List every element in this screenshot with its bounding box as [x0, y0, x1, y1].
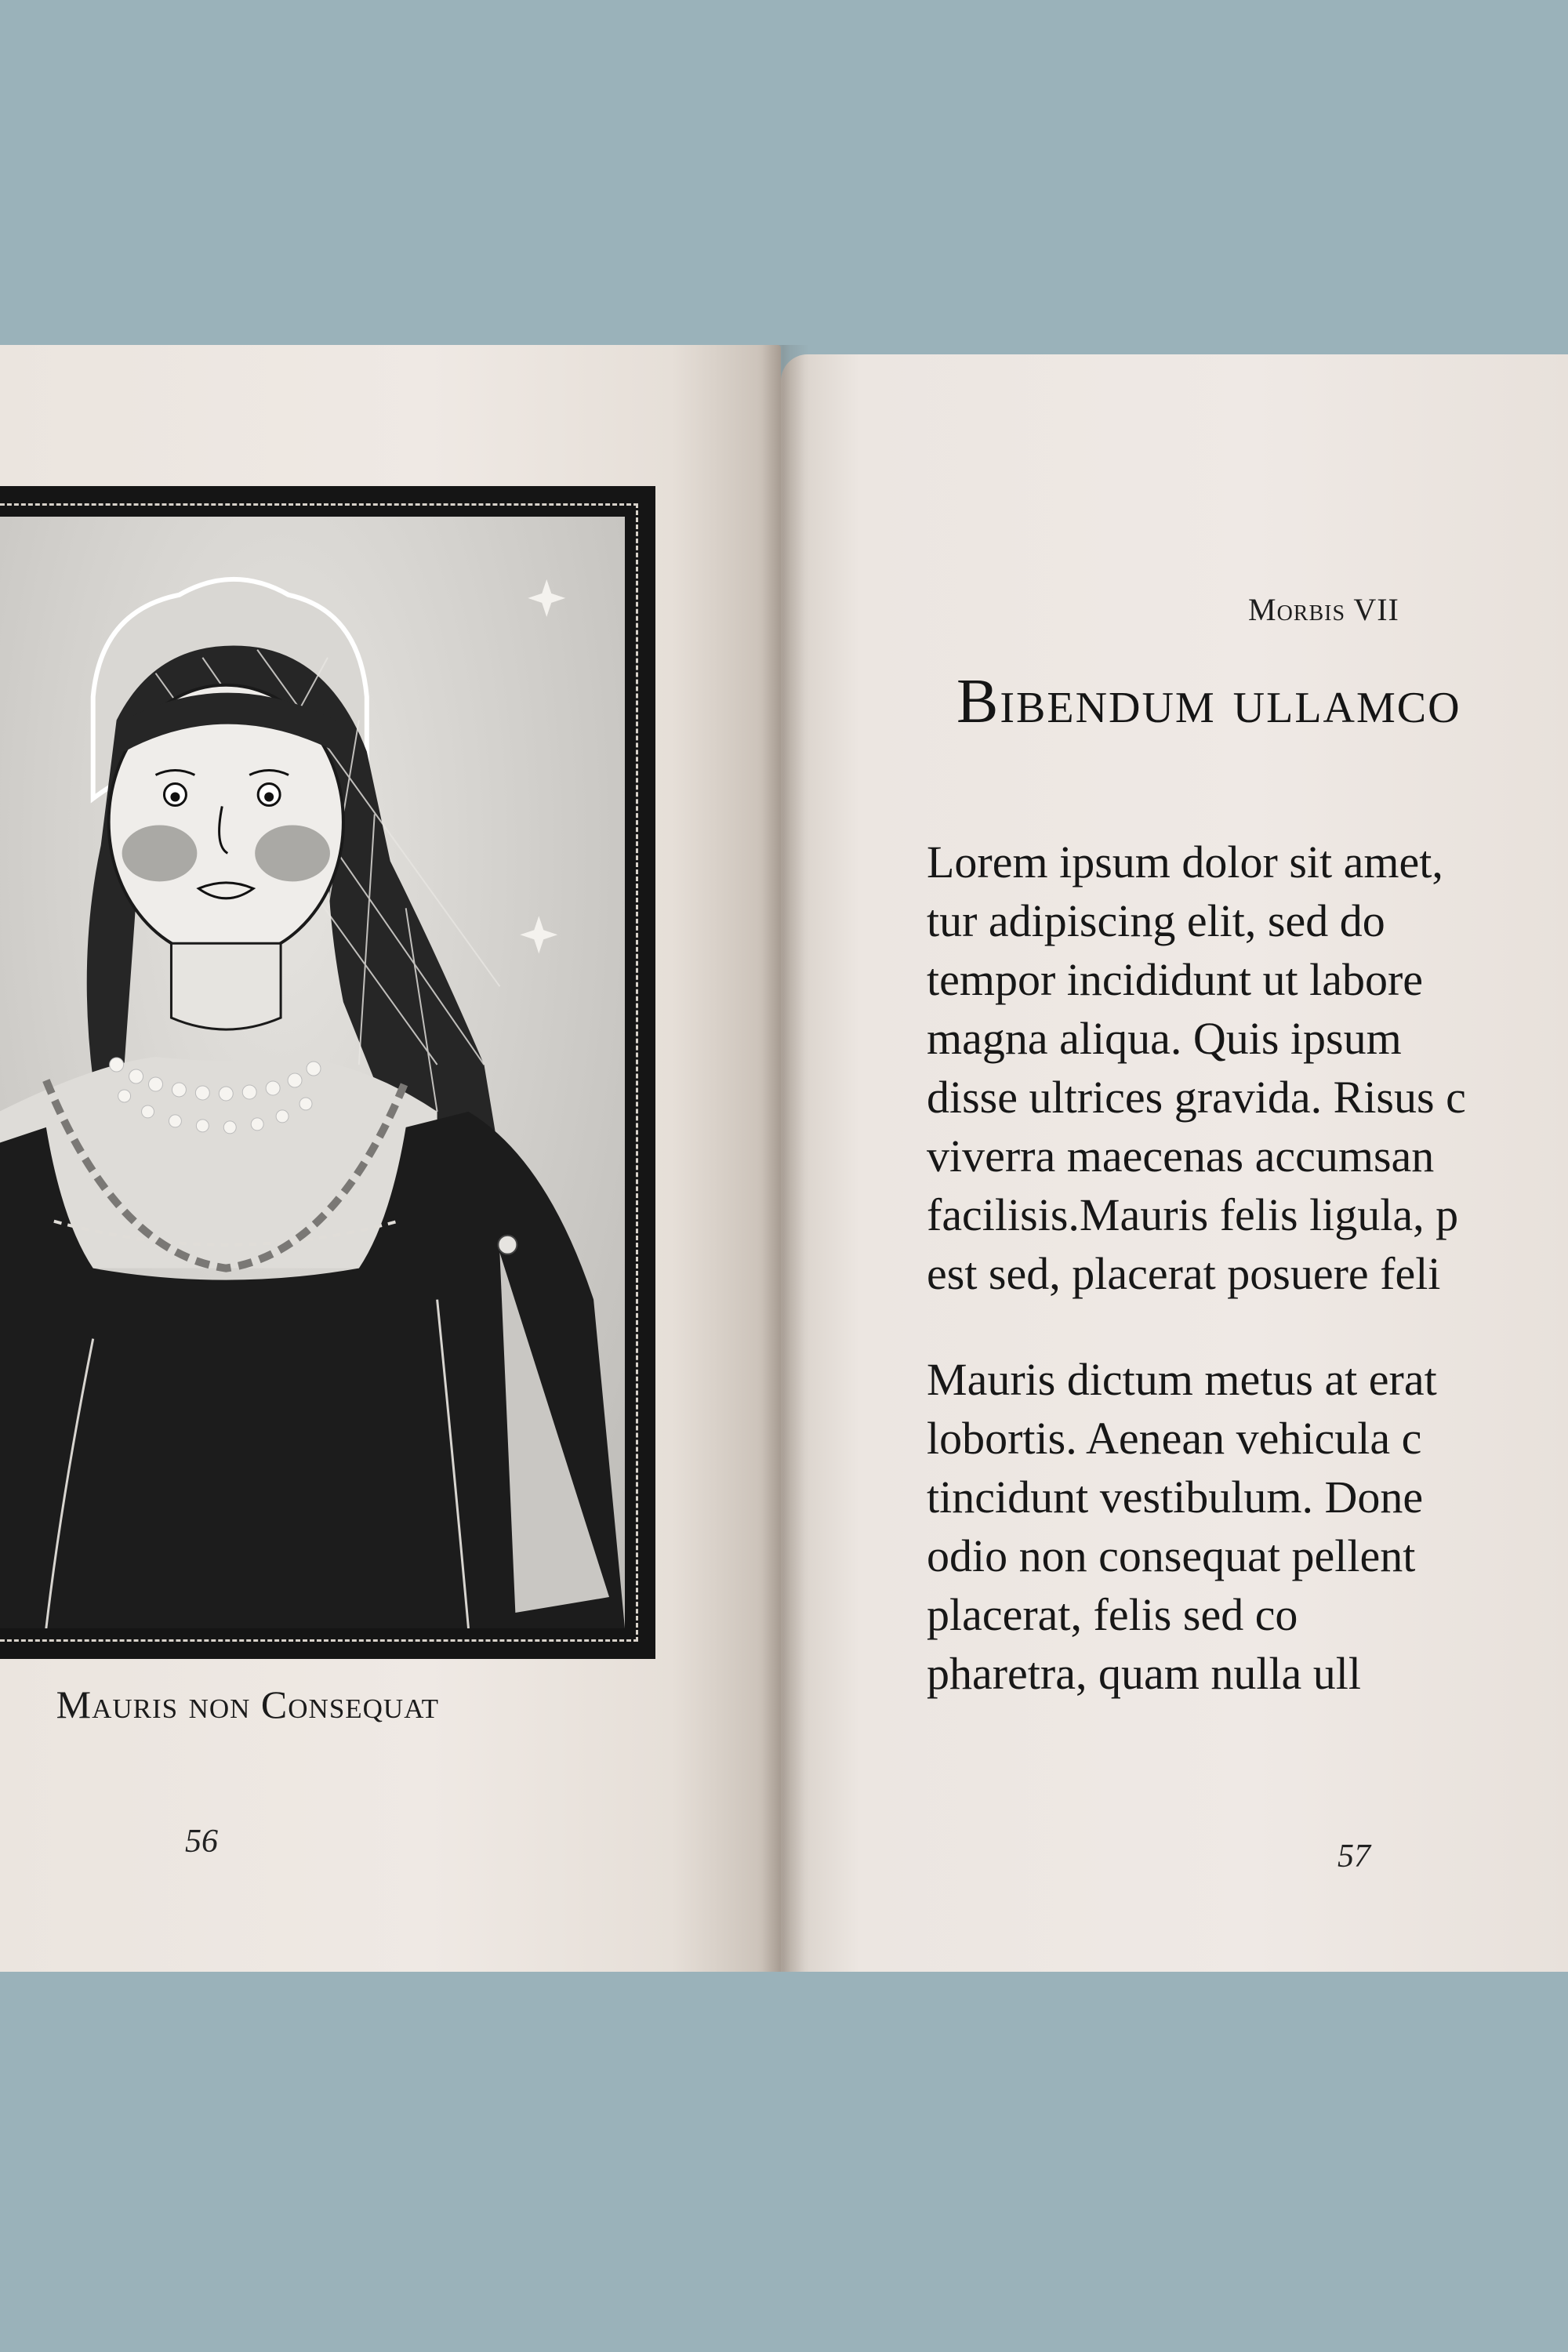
body-text [927, 833, 1568, 1750]
woman-portrait-drawing [0, 517, 625, 1628]
right-cheek [255, 825, 330, 881]
sparkle-stars [520, 579, 565, 953]
brooch [498, 1236, 517, 1254]
left-cheek [122, 825, 198, 881]
portrait-illustration [0, 517, 625, 1628]
page-number-right: 57 [1338, 1838, 1370, 1875]
running-head: Morbis VII [1248, 592, 1399, 627]
paragraph-2: Mauris dictum metus at erat lobortis. Aenean vehicula c tincidunt vestibulum. Done odio non consequat pellent placerat, felis sed co pharetra, quam nulla ull [927, 1354, 1437, 1699]
left-page [0, 345, 781, 1972]
page-number-left: 56 [185, 1824, 218, 1860]
neck [171, 943, 281, 1029]
paragraph-1: Lorem ipsum dolor sit amet, tur adipiscing elit, sed do tempor incididunt ut labore magna aliqua. Quis ipsum disse ultrices gravida. Risus c viverra maecenas accumsan facilisis.Mauris felis ligula, p est sed, placerat posuere feli [927, 837, 1466, 1299]
illustration-caption: Mauris non Consequat [56, 1682, 439, 1726]
right-page [781, 354, 1568, 1972]
frame-decorative-border [0, 503, 638, 1642]
chapter-title: Bibendum ullamco [956, 667, 1461, 736]
portrait-frame [0, 486, 655, 1659]
